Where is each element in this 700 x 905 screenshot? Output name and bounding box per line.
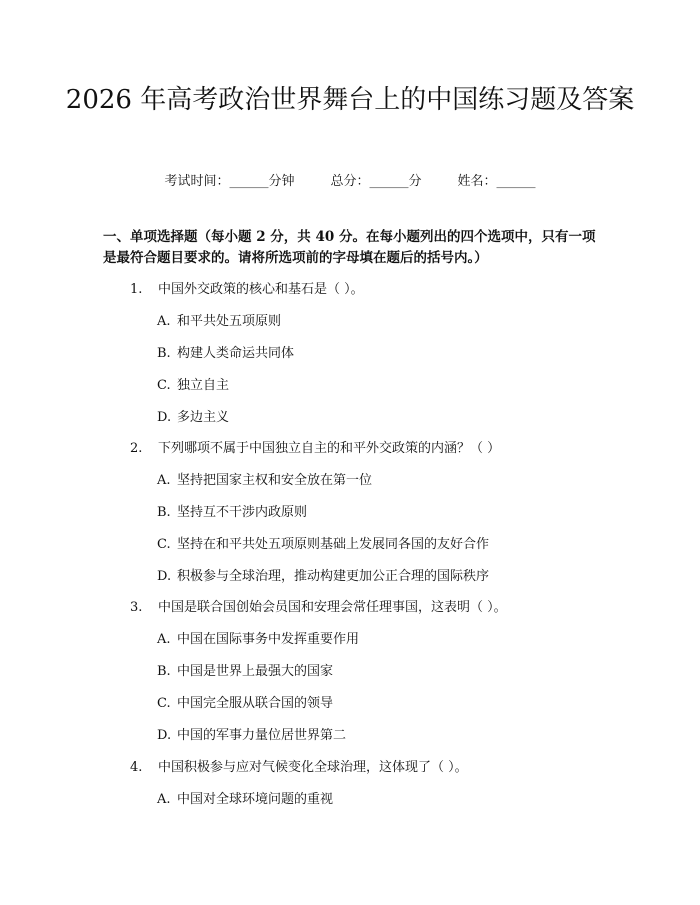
option-text: 坚持互不干涉内政原则	[177, 505, 308, 520]
option-key: D.	[157, 410, 172, 425]
question-2-option-a	[157, 473, 372, 489]
option-text: 中国的军事力量位居世界第二	[177, 728, 347, 743]
option-text: 构建人类命运共同体	[177, 346, 295, 361]
question-1-option-d	[157, 410, 229, 426]
option-key: B.	[157, 505, 171, 520]
option-text: 中国是世界上最强大的国家	[177, 664, 334, 679]
option-text: 中国完全服从联合国的领导	[177, 696, 334, 711]
section-heading-single-choice: 一、单项选择题（每小题 2 分，共 40 分。在每小题列出的四个选项中，只有一项是最符合题目要求的。请将所选项前的字母填在题后的括号内。）	[103, 229, 596, 266]
exam-total-score-field: 总分：______分	[330, 174, 422, 189]
question-1	[130, 282, 364, 298]
question-2	[130, 441, 500, 457]
question-1-option-b	[157, 346, 294, 362]
question-2-option-d	[157, 569, 489, 585]
option-key: A.	[157, 792, 171, 807]
question-number: 2.	[130, 441, 143, 456]
exam-time-field: 考试时间：______分钟	[164, 174, 295, 189]
option-key: D.	[157, 569, 172, 584]
question-1-option-a	[157, 314, 281, 330]
option-text: 和平共处五项原则	[177, 314, 282, 329]
question-3-option-b	[157, 664, 333, 680]
question-number: 4.	[130, 760, 143, 775]
option-key: B.	[157, 346, 171, 361]
question-text: 中国外交政策的核心和基石是（ ）。	[158, 282, 364, 297]
question-3	[130, 600, 507, 616]
option-text: 中国对全球环境问题的重视	[177, 792, 334, 807]
question-text: 中国积极参与应对气候变化全球治理，这体现了（ ）。	[158, 760, 468, 775]
option-key: A.	[157, 314, 171, 329]
option-text: 多边主义	[177, 410, 230, 425]
option-key: D.	[157, 728, 172, 743]
option-key: A.	[157, 632, 171, 647]
question-2-option-b	[157, 505, 307, 521]
question-text: 中国是联合国创始会员国和安理会常任理事国，这表明（ ）。	[158, 600, 507, 615]
exam-name-field: 姓名：______	[457, 174, 536, 189]
question-2-option-c	[157, 537, 489, 553]
option-key: C.	[157, 537, 171, 552]
option-key: B.	[157, 664, 171, 679]
question-4	[130, 760, 468, 776]
document-title: 2026 年高考政治世界舞台上的中国练习题及答案	[65, 85, 635, 115]
question-number: 3.	[130, 600, 143, 615]
question-3-option-a	[157, 632, 359, 648]
question-4-option-a	[157, 792, 333, 808]
question-3-option-c	[157, 696, 333, 712]
question-number: 1.	[130, 282, 143, 297]
option-key: A.	[157, 473, 171, 488]
question-1-option-c	[157, 378, 229, 394]
exam-info-line	[0, 170, 700, 189]
option-text: 积极参与全球治理，推动构建更加公正合理的国际秩序	[177, 569, 490, 584]
question-text: 下列哪项不属于中国独立自主的和平外交政策的内涵？（ ）	[158, 441, 501, 456]
question-3-option-d	[157, 728, 346, 744]
option-key: C.	[157, 696, 171, 711]
option-text: 坚持把国家主权和安全放在第一位	[177, 473, 373, 488]
option-text: 坚持在和平共处五项原则基础上发展同各国的友好合作	[177, 537, 490, 552]
option-text: 独立自主	[177, 378, 230, 393]
option-text: 中国在国际事务中发挥重要作用	[177, 632, 360, 647]
option-key: C.	[157, 378, 171, 393]
